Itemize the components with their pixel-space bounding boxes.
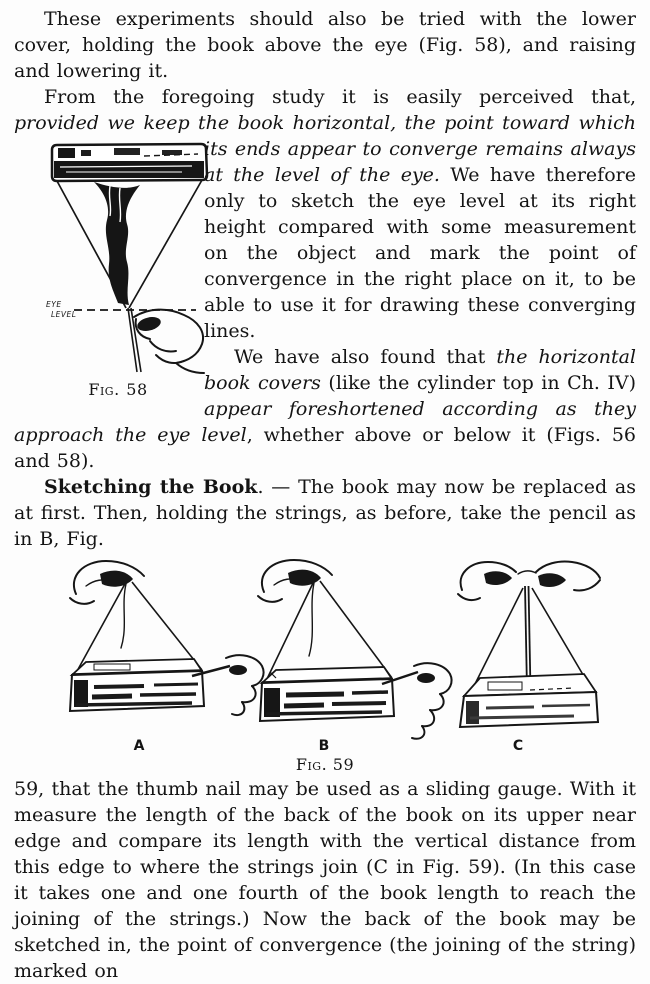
- figure-58: [14, 140, 192, 399]
- fig59-panel-b: [258, 560, 452, 739]
- fig59-panel-c: [458, 561, 600, 727]
- fig59-panel-a: [70, 561, 264, 715]
- fig59-label-b: B: [318, 738, 330, 754]
- p2-segment-3-italic: converge remains always at the level of the eye.: [204, 138, 636, 186]
- fig58-eye-label-line2: LEVEL: [51, 310, 77, 319]
- p2-segment-2-italic: provided we keep the book horizontal, the point toward which its ends appear to: [14, 112, 636, 160]
- fig58-hand: [134, 310, 204, 373]
- fig59-label-c: C: [512, 738, 524, 754]
- p3-segment-1: We have also found that: [234, 346, 497, 368]
- fig59-illustration: [14, 556, 636, 756]
- fig59-label-a: A: [133, 738, 145, 754]
- p3-segment-5: , whether above or below it (Figs. 56 and 58).: [14, 424, 636, 472]
- fig58-arm: [94, 182, 140, 305]
- p3-segment-3: (like the cylinder top in Ch. IV): [320, 372, 637, 394]
- paragraph-1: [14, 6, 636, 84]
- fig58-illustration: [44, 140, 216, 374]
- p2-segment-4: We have therefore only to sketch the eye level at its right height compared with some measurement on the object and mark the point of convergence in the right place on it, to be able to use it for drawing these converging lines.: [204, 164, 636, 342]
- fig58-caption: Fig. 58: [88, 380, 148, 399]
- paragraph-5-text: 59, that the thumb nail may be used as a sliding gauge. With it measure the length of the back of the book on its upper near edge and compare its length with the vertical distance from this edge to where the strings join (C in Fig. 59). (In this case it takes one and one fourth of the book length to reach the joining of the strings.) Now the back of the book may be sketched in, the point of convergence (the joining of the string) marked on: [14, 778, 636, 982]
- p4-segment-2: . — The book may now be replaced as at first. Then, holding the strings, as before, take the pencil as in B, Fig.: [14, 476, 636, 550]
- paragraph-5: [14, 776, 636, 984]
- fig58-book: [52, 144, 207, 181]
- fig58-eye-label-line1: EYE: [46, 300, 62, 309]
- p2-segment-1: From the foregoing study it is easily perceived that,: [44, 86, 636, 108]
- fig59-caption: Fig. 59: [295, 755, 355, 774]
- run-in-heading: Sketching the Book: [44, 476, 258, 498]
- paragraph-4: [14, 474, 636, 552]
- p3-segment-4-italic: appear foreshortened according as they approach the eye level: [14, 398, 636, 446]
- p3-segment-2-italic: the horizontal book covers: [204, 346, 637, 394]
- figure-59: [14, 556, 636, 774]
- paragraph-1-text: These experiments should also be tried with the lower cover, holding the book above the eye (Fig. 58), and raising and lowering it.: [14, 8, 636, 82]
